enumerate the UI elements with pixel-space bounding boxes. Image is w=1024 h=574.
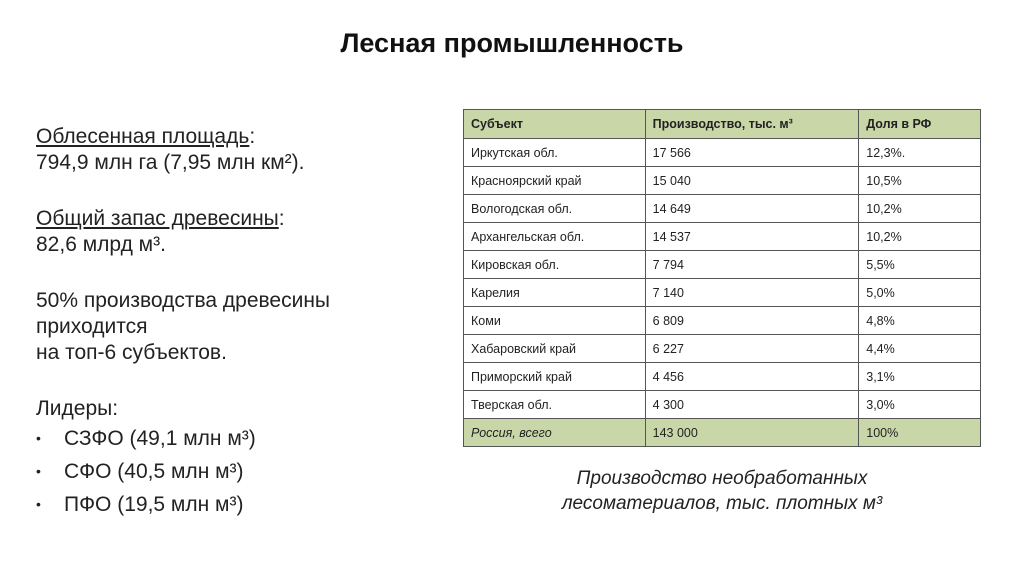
cell-subject: Карелия (464, 279, 646, 307)
forest-area-label: Облесенная площадь (36, 125, 250, 148)
cell-production: 17 566 (645, 139, 859, 167)
table-total-row (464, 419, 981, 447)
bullet-icon: • (36, 496, 41, 512)
top6-line-3: на топ-6 субъектов. (36, 341, 227, 364)
summary-text (36, 124, 436, 521)
caption-line-1: Производство необработанных (576, 468, 868, 489)
cell-share: 10,2% (859, 223, 981, 251)
cell-share: 3,1% (859, 363, 981, 391)
cell-subject: Кировская обл. (464, 251, 646, 279)
column-header-subject: Субъект (464, 110, 646, 139)
table-row (464, 363, 981, 391)
cell-subject: Хабаровский край (464, 335, 646, 363)
leaders-block (36, 396, 436, 521)
cell-total-label: Россия, всего (464, 419, 646, 447)
table-caption (463, 466, 981, 516)
cell-share: 4,4% (859, 335, 981, 363)
production-table (463, 109, 981, 447)
cell-production: 6 227 (645, 335, 859, 363)
table-header-row (464, 110, 981, 139)
cell-production: 4 300 (645, 391, 859, 419)
cell-production: 15 040 (645, 167, 859, 195)
table-row (464, 167, 981, 195)
cell-share: 5,5% (859, 251, 981, 279)
cell-production: 4 456 (645, 363, 859, 391)
cell-subject: Коми (464, 307, 646, 335)
leaders-list (36, 422, 436, 521)
cell-subject: Архангельская обл. (464, 223, 646, 251)
cell-production: 14 537 (645, 223, 859, 251)
cell-production: 7 794 (645, 251, 859, 279)
table-row (464, 223, 981, 251)
leaders-label: Лидеры: (36, 397, 119, 420)
table-row (464, 307, 981, 335)
cell-share: 12,3%. (859, 139, 981, 167)
top6-block (36, 288, 436, 366)
forest-area-value: 794,9 млн га (7,95 млн км²). (36, 151, 305, 174)
cell-total-share: 100% (859, 419, 981, 447)
cell-total-production: 143 000 (645, 419, 859, 447)
bullet-icon: • (36, 430, 41, 446)
cell-share: 4,8% (859, 307, 981, 335)
cell-subject: Вологодская обл. (464, 195, 646, 223)
table-row (464, 391, 981, 419)
table-row (464, 251, 981, 279)
column-header-production: Производство, тыс. м³ (645, 110, 859, 139)
table-row (464, 195, 981, 223)
timber-stock-label: Общий запас древесины (36, 207, 279, 230)
leader-item: • СЗФО (49,1 млн м³) (36, 422, 436, 455)
cell-share: 10,5% (859, 167, 981, 195)
table-row (464, 279, 981, 307)
top6-line-1: 50% производства древесины (36, 289, 331, 312)
cell-share: 3,0% (859, 391, 981, 419)
page-title: Лесная промышленность (340, 28, 684, 58)
forest-area-colon: : (249, 125, 256, 148)
timber-stock-colon: : (278, 207, 285, 230)
table-row (464, 139, 981, 167)
caption-line-2: лесоматериалов, тыс. плотных м³ (561, 493, 883, 514)
cell-share: 10,2% (859, 195, 981, 223)
cell-subject: Приморский край (464, 363, 646, 391)
leader-item: • СФО (40,5 млн м³) (36, 455, 436, 488)
column-header-share: Доля в РФ (859, 110, 981, 139)
cell-share: 5,0% (859, 279, 981, 307)
forest-area-block (36, 124, 436, 176)
cell-subject: Иркутская обл. (464, 139, 646, 167)
cell-production: 14 649 (645, 195, 859, 223)
cell-production: 6 809 (645, 307, 859, 335)
top6-line-2: приходится (36, 315, 148, 338)
bullet-icon: • (36, 463, 41, 479)
timber-stock-value: 82,6 млрд м³. (36, 233, 166, 256)
cell-subject: Красноярский край (464, 167, 646, 195)
leader-item: • ПФО (19,5 млн м³) (36, 488, 436, 521)
cell-production: 7 140 (645, 279, 859, 307)
cell-subject: Тверская обл. (464, 391, 646, 419)
table-row (464, 335, 981, 363)
timber-stock-block (36, 206, 436, 258)
